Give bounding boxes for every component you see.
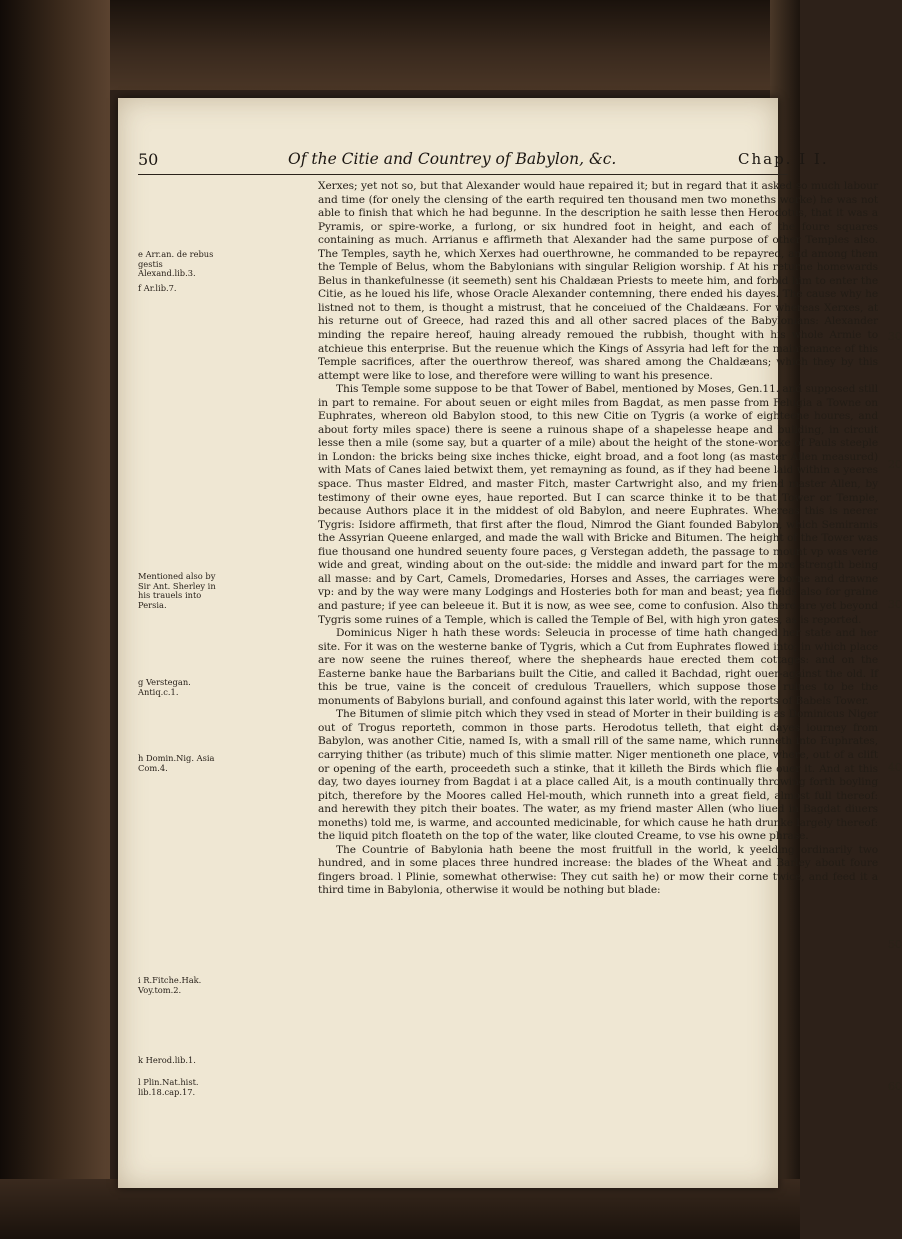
folio-number: 50 xyxy=(138,150,159,169)
book-edge-top xyxy=(0,0,800,90)
book-edge-bottom xyxy=(0,1179,800,1239)
margin-note-mentioned: Mentioned also by Sir Ant. Sherley in his trauels into Persia. xyxy=(138,571,216,610)
line-number-30: 30 xyxy=(888,330,902,343)
header-rule xyxy=(138,174,788,175)
paragraph-2: This Temple some suppose to be that Tower of Babel, mentioned by Moses, Gen.11. and supposed still in part to remaine. For about seuen or eight miles from Bagdat, as men passe from Felugia a Towne on Euphrates, whereon old Babylon stood, to this new Citie on Tygris (a worke of eighteene houres, and about forty miles space) there is seene a ruinous shape of a shapelesse heape and building, in circuit lesse then a mile (some say, but a quarter of a mile) about the height of the stone-worke of Pauls steeple in London: the bricks being sixe inches thicke, eight broad, and a foot long (as master Allen measured) with Mats of Canes laied betwixt them, yet remayning as found, as if they had beene laid within a yeeres space. Thus master Eldred, and master Fitch, master Cartwright also, and my friend master Allen, by testimony of their owne eyes, haue reported. But I can scarce thinke it to be that Tower or Temple, because Authors place it in the middest of old Babylon, and neere Euphrates. Whereas this is neerer Tygris: Isidore affirmeth, that first after the floud, Nimrod the Giant founded Babylon, which Semiramis the Assyrian Queene enlarged, and made the wall with Bricke and Bitumen. The height of the Tower was fiue thousand one hundred seuenty foure paces, g Verstegan addeth, the passage to mount vp was verie wide and great, winding about on the out-side: the middle and inward part for the more strength being all masse: and by Cart, Camels, Dromedaries, Horses and Asses, the carriages were borne and drawne vp: and by the way were many Lodgings and Hosteries both for man and beast; yea fields also for graine and pasture; if yee can beleeue it. But it is now, as wee see, come to confusion. Also there are yet beyond Tygris some ruines of a Temple, which is called the Temple of Bel, with high yron gates, as is reported. xyxy=(318,383,878,626)
line-number-60: 60 xyxy=(888,1080,902,1093)
paragraph-1: Xerxes; yet not so, but that Alexander would haue repaired it; but in regard that it asked so much labour and time (for onely the clensing of the earth required ten thousand men two moneths worke) he was not able to finish that which he had begunne. In the description he saith lesse then Herodotus, that it was a Pyramis, or spire-worke, a furlong, or six hundred foot in height, and each of the foure squares containing as much. Arrianus e affirmeth that Alexander had the same purpose of other Temples also. The Temples, sayth he, which Xerxes had ouerthrowne, he commanded to be repayred, and among them the Temple of Belus, whom the Babylonians with singular Religion worship. f At his returne homewards Belus in thankefulnesse (it seemeth) sent his Chaldæan Priests to meete him, and forbid him to enter the Citie, as he loued his life, whose Oracle Alexander contemning, there ended his dayes. The cause why he listned not to them, is thought a mistrust, that he conceiued of the Chaldæans. For whereas Xerxes, at his returne out of Greece, had razed this and all other sacred places of the Babylonians: Alexander minding the repaire hereof, hauing already remoued the rubbish, thought with his whole Armie to atchieue this enterprise. But the reuenue which the Kings of Assyria had left for the maintenance of this Temple sacrifices, after the ouerthrow thereof, was shared among the Chaldæans; which they by this attempt were like to lose, and therefore were willing to want his presence. xyxy=(318,180,878,382)
margin-note-e: e Arr.an. de rebus gestis Alexand.lib.3. xyxy=(138,249,214,279)
margin-note-g: g Verstegan. Antiq.c.1. xyxy=(138,677,191,697)
margin-note-f: f Ar.lib.7. xyxy=(138,283,177,293)
paragraph-4: The Bitumen of slimie pitch which they vsed in stead of Morter in their building is as Dominicus Niger out of Trogus reporteth, common in those parts. Herodotus telleth, that eight dayes iourney from Babylon, was another Citie, named Is, with a small rill of the same name, which runneth into Euphrates, carrying thither (as tribute) much of this slimie matter. Niger mentioneth one place, where, out of a clift or opening of the earth, proceedeth such a stinke, that it killeth the Birds which flie ouer it. And at this day, two dayes iourney from Bagdat i at a place called Ait, is a mouth continually throwing forth boyling pitch, therefore by the Moores called Hel-mouth, which runneth into a great field, almost full thereof: and herewith they pitch their boates. The water, as my friend master Allen (who liued in Bagdat diuers moneths) told me, is warme, and accounted medicinable, for which cause he hath drunke largely thereof: the liquid pitch floateth on the top of the water, like clouted Creame, to vse his owne phrase. xyxy=(318,708,878,843)
page-header xyxy=(138,150,898,172)
line-number-20: 20 xyxy=(888,458,902,471)
paragraph-5: The Countrie of Babylonia hath beene the most fruitfull in the world, k yeelding ordinarily two hundred, and in some places three hundred increase: the blades of the Wheat and Barley about foure fingers broad. l Plinie, somewhat otherwise: They cut saith he) or mow their corne twice, and feed it a third time in Babylonia, otherwise it would be nothing but blade: xyxy=(318,843,878,897)
margin-note-k: k Herod.lib.1. xyxy=(138,1055,196,1065)
line-number-30b: 30 xyxy=(888,598,902,611)
margin-note-i: i R.Fitche.Hak. Voy.tom.2. xyxy=(138,975,202,995)
line-number-40: 40 xyxy=(888,761,902,774)
running-title: Of the Citie and Countrey of Babylon, &c. xyxy=(288,150,617,168)
book-spine-left xyxy=(0,0,110,1239)
main-text xyxy=(318,180,878,898)
book-page xyxy=(118,98,902,1188)
margin-note-h: h Domin.Nig. Asia Com.4. xyxy=(138,753,215,773)
chapter-label: Chap. I I. xyxy=(738,150,829,168)
paragraph-3: Dominicus Niger h hath these words: Seleucia in processe of time hath changed her state and her site. For it was on the westerne banke of Tygris, which a Cut from Euphrates flowed into; in which place are now seene the ruines thereof, where the shepheards haue erected them cottages: and on the Easterne banke haue the Barbarians built the Citie, and called it Bachdad, right ouer-against the old. If this be true, vaine is the conceit of credulous Trauellers, which suppose those ruines to be the monuments of Babylons buriall, and confound against this later world, with the reports of Babels Tower. xyxy=(318,627,878,707)
line-number-50: 50 xyxy=(888,938,902,951)
margin-note-l: l Plin.Nat.hist. lib.18.cap.17. xyxy=(138,1077,199,1097)
